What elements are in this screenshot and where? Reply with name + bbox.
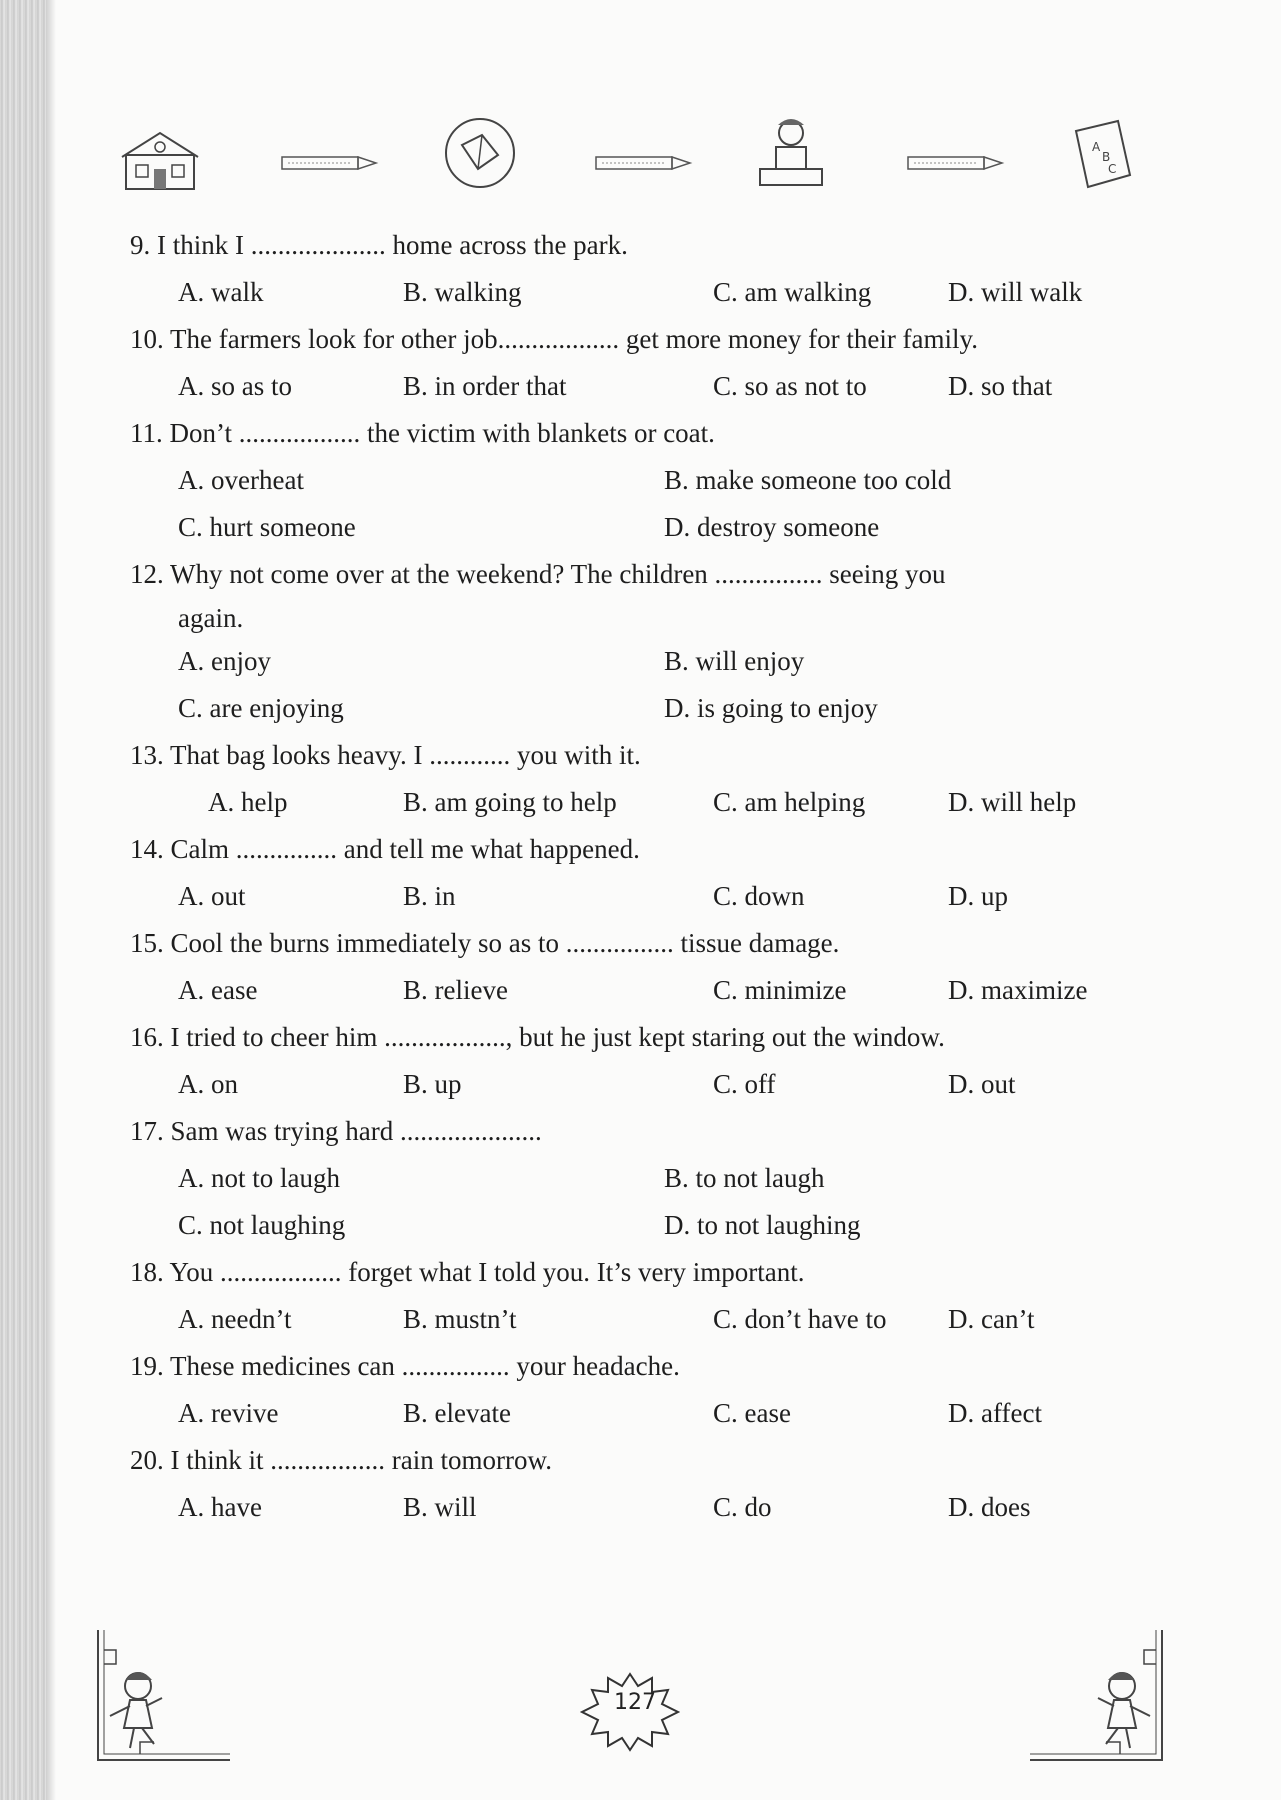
question-stem: I think it ................. rain tomorrow. (170, 1445, 552, 1475)
question-stem: Cool the burns immediately so as to ................ tissue damage. (170, 928, 840, 958)
option-d: D. to not laughing (664, 1210, 861, 1240)
option-a: A. so as to (178, 371, 292, 401)
question-stem: Why not come over at the weekend? The children ................ seeing you (170, 559, 946, 589)
options-row (130, 873, 1150, 920)
options-row (130, 967, 1150, 1014)
option-a: A. out (178, 881, 246, 911)
options-row (130, 1296, 1150, 1343)
option-a: A. overheat (178, 465, 304, 495)
options-row (130, 269, 1150, 316)
option-c: C. down (713, 881, 805, 911)
pencil-icon (906, 153, 1006, 173)
option-c: C. ease (713, 1398, 791, 1428)
option-d: D. out (948, 1069, 1016, 1099)
options-row (130, 685, 1150, 732)
option-b: B. am going to help (403, 787, 617, 817)
question-stem: These medicines can ................ your headache. (170, 1351, 680, 1381)
option-d: D. can’t (948, 1304, 1035, 1334)
option-c: C. so as not to (713, 371, 867, 401)
option-a: A. on (178, 1069, 238, 1099)
options-row (130, 504, 1150, 551)
page-number: 127 (614, 1690, 656, 1715)
options-row (130, 1061, 1150, 1108)
option-a: A. ease (178, 975, 258, 1005)
question-19 (130, 1343, 1150, 1437)
question-stem: The farmers look for other job.................. get more money for their family. (170, 324, 979, 354)
option-c: C. hurt someone (178, 512, 356, 542)
question-number: 19. (130, 1351, 164, 1381)
question-stem: Don’t .................. the victim with blankets or coat. (169, 418, 715, 448)
question-stem: That bag looks heavy. I ............ you with it. (170, 740, 641, 770)
option-a: A. help (208, 787, 288, 817)
option-a: A. revive (178, 1398, 279, 1428)
pencil-icon (280, 153, 380, 173)
question-list (130, 222, 1150, 1531)
question-number: 13. (130, 740, 164, 770)
option-c: C. am helping (713, 787, 866, 817)
book-globe-icon (442, 115, 518, 191)
option-c: C. are enjoying (178, 693, 344, 723)
option-b: B. relieve (403, 975, 508, 1005)
question-stem: I think I .................... home across the park. (157, 230, 628, 260)
abc-book-icon (1068, 117, 1138, 193)
question-9 (130, 222, 1150, 316)
options-row (130, 1484, 1150, 1531)
pencil-icon (594, 153, 694, 173)
child-desk-icon (756, 115, 826, 191)
question-18 (130, 1249, 1150, 1343)
option-b: B. mustn’t (403, 1304, 517, 1334)
option-a: A. needn’t (178, 1304, 292, 1334)
svg-text:A: A (1092, 140, 1101, 154)
option-d: D. up (948, 881, 1008, 911)
option-d: D. will help (948, 787, 1077, 817)
option-b: B. walking (403, 277, 522, 307)
school-house-icon (120, 125, 200, 195)
options-row (130, 638, 1150, 685)
question-20 (130, 1437, 1150, 1531)
question-stem-continuation: again. (178, 603, 244, 633)
option-b: B. elevate (403, 1398, 511, 1428)
question-number: 14. (130, 834, 164, 864)
question-10 (130, 316, 1150, 410)
question-13 (130, 732, 1150, 826)
option-d: D. is going to enjoy (664, 693, 878, 723)
options-row (130, 779, 1150, 826)
option-d: D. so that (948, 371, 1053, 401)
option-b: B. make someone too cold (664, 465, 952, 495)
option-b: B. up (403, 1069, 462, 1099)
option-a: A. enjoy (178, 646, 271, 676)
question-number: 11. (130, 418, 163, 448)
option-c: C. not laughing (178, 1210, 346, 1240)
option-c: C. off (713, 1069, 776, 1099)
question-12 (130, 551, 1150, 732)
question-stem: Sam was trying hard ..................... (170, 1116, 542, 1146)
option-a: A. walk (178, 277, 264, 307)
option-c: C. minimize (713, 975, 847, 1005)
question-number: 12. (130, 559, 164, 589)
question-stem: You .................. forget what I told you. It’s very important. (169, 1257, 805, 1287)
option-c: C. am walking (713, 277, 872, 307)
svg-text:C: C (1108, 162, 1117, 176)
question-number: 18. (130, 1257, 164, 1287)
question-stem: Calm ............... and tell me what happened. (170, 834, 640, 864)
option-d: D. does (948, 1492, 1031, 1522)
girl-right-icon (1030, 1620, 1170, 1770)
question-number: 9. (130, 230, 151, 260)
option-a: A. not to laugh (178, 1163, 340, 1193)
question-stem: I tried to cheer him .................., but he just kept staring out the window. (170, 1022, 945, 1052)
question-number: 20. (130, 1445, 164, 1475)
option-b: B. in (403, 881, 456, 911)
option-a: A. have (178, 1492, 262, 1522)
girl-left-icon (90, 1620, 230, 1770)
question-17 (130, 1108, 1150, 1249)
question-number: 16. (130, 1022, 164, 1052)
option-d: D. maximize (948, 975, 1088, 1005)
header-decoration (120, 115, 1140, 205)
option-b: B. will (403, 1492, 477, 1522)
question-number: 17. (130, 1116, 164, 1146)
binding-edge (46, 0, 56, 1800)
options-row (130, 457, 1150, 504)
option-d: D. will walk (948, 277, 1083, 307)
option-c: C. don’t have to (713, 1304, 887, 1334)
option-d: D. affect (948, 1398, 1042, 1428)
options-row (130, 1155, 1150, 1202)
options-row (130, 1390, 1150, 1437)
options-row (130, 1202, 1150, 1249)
question-11 (130, 410, 1150, 551)
question-16 (130, 1014, 1150, 1108)
option-b: B. in order that (403, 371, 567, 401)
question-number: 15. (130, 928, 164, 958)
question-number: 10. (130, 324, 164, 354)
option-b: B. to not laugh (664, 1163, 825, 1193)
binding-shadow (0, 0, 46, 1800)
option-b: B. will enjoy (664, 646, 805, 676)
option-c: C. do (713, 1492, 772, 1522)
question-15 (130, 920, 1150, 1014)
svg-text:B: B (1102, 150, 1111, 164)
option-d: D. destroy someone (664, 512, 880, 542)
options-row (130, 363, 1150, 410)
question-14 (130, 826, 1150, 920)
